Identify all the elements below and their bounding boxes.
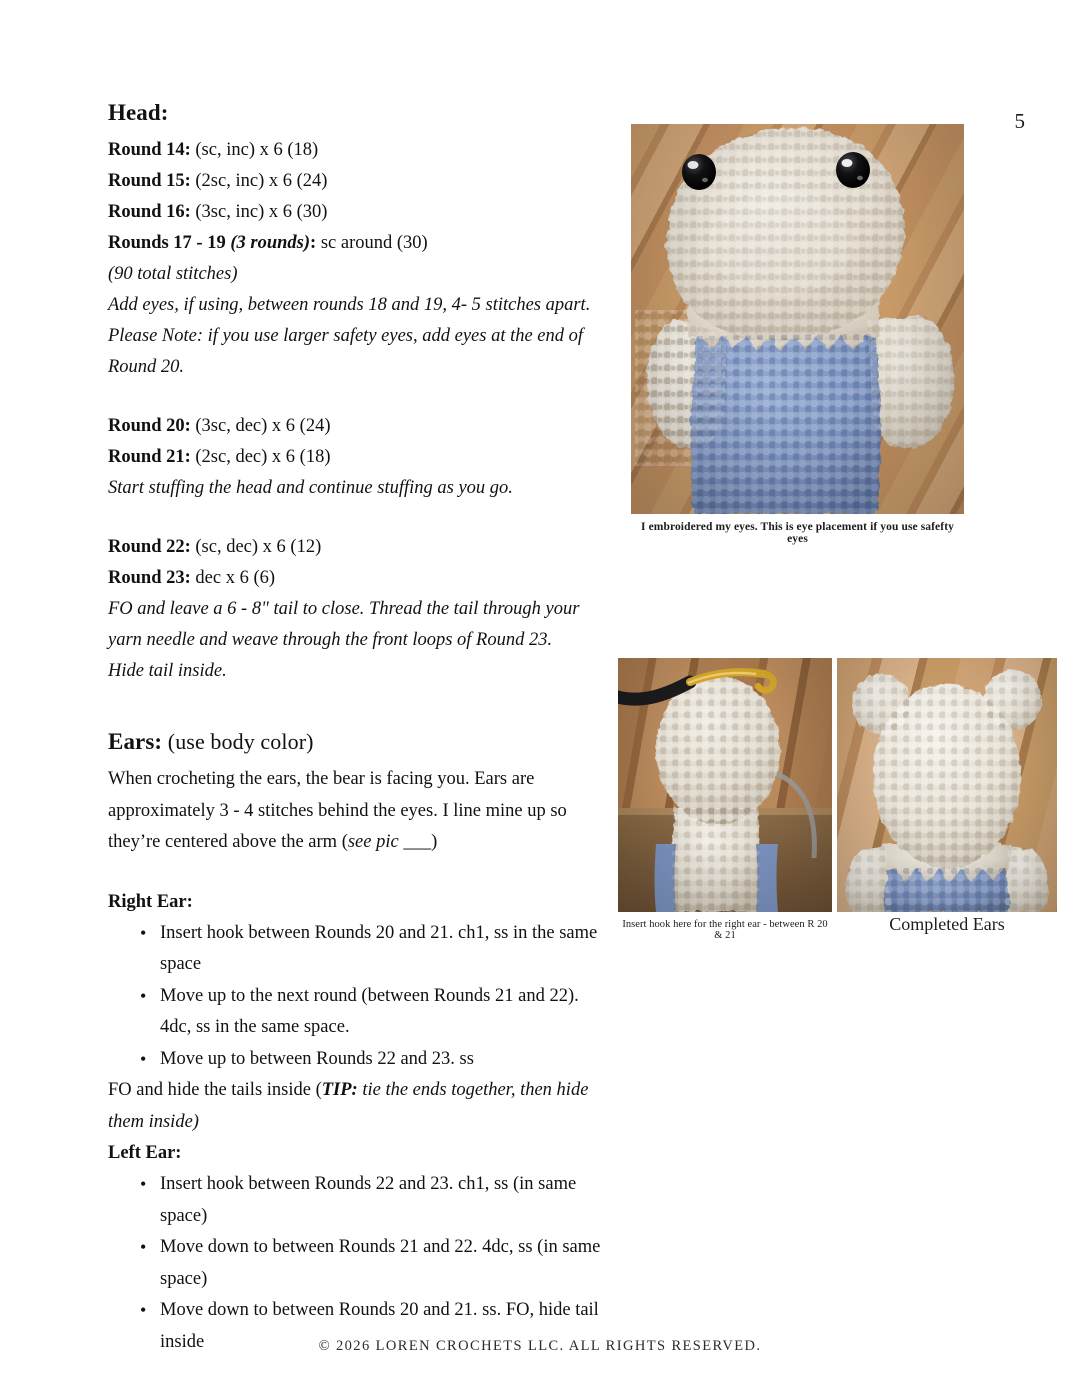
photo-completed-ears [837, 658, 1057, 912]
round-line [108, 411, 608, 442]
round-text: (3sc, dec) x 6 (24) [195, 416, 331, 436]
finish-note-line-3: Hide tail inside. [108, 661, 227, 681]
round-text: dec x 6 (6) [195, 568, 276, 588]
ears-intro-line-1: When crocheting the ears, the bear is facing you. Ears are [108, 769, 535, 789]
spacer [108, 383, 608, 411]
round-line [108, 166, 608, 197]
ears-title-normal: (use body color) [162, 729, 314, 754]
photo-scene [631, 124, 964, 514]
ears-intro-line-3 [108, 827, 608, 859]
eye-placement-note-line-2: Please Note: if you use larger safety eyes, add eyes at the end of [108, 326, 584, 346]
fo-note-pre: FO and hide the tails inside ( [108, 1080, 322, 1100]
copyright-footer: © 2026 LOREN CROCHETS LLC. ALL RIGHTS RESERVED. [318, 1338, 762, 1354]
eye-placement-note-line-1: Add eyes, if using, between rounds 18 and 19, 4- 5 stitches apart. [108, 295, 591, 315]
round-label: Round 16: [108, 202, 191, 222]
photo-scene [837, 658, 1057, 912]
page-number: 5 [1014, 109, 1025, 133]
list-item: • Move down to between Rounds 20 and 21. ss. FO, hide tail inside [138, 1295, 608, 1358]
right-ear-heading: Right Ear: [108, 891, 193, 912]
rounds-range-colon: : [310, 233, 317, 253]
ears-section-title [108, 729, 608, 755]
ears-intro-pre: they’re centered above the arm ( [108, 832, 348, 852]
head-section-title: Head: [108, 100, 169, 125]
tip-text: tie the ends together, then hide them inside [108, 1080, 589, 1132]
ears-title-bold: Ears: [108, 729, 163, 754]
spacer [108, 504, 608, 532]
rounds-range-text: sc around (30) [320, 233, 428, 253]
photo-bear-front [631, 124, 964, 514]
photo-caption-bottom-left: Insert hook here for the right ear - between R 20 & 21 [622, 919, 828, 941]
left-ear-heading: Left Ear: [108, 1143, 182, 1163]
round-text: (2sc, dec) x 6 (18) [195, 447, 331, 467]
eye-placement-note-line-3: Round 20. [108, 357, 185, 377]
tip-label: TIP: [321, 1080, 358, 1100]
see-pic-reference: see pic ___ [347, 832, 432, 852]
right-ear-bullet-list [108, 918, 608, 1076]
photo-hook-insertion [618, 658, 832, 912]
round-label: Round 15: [108, 171, 191, 191]
list-item: • Insert hook between Rounds 22 and 23. ch1, ss (in same space) [138, 1169, 608, 1232]
list-item: • Move up to between Rounds 22 and 23. ss [138, 1044, 608, 1076]
photo-vignette [837, 658, 1057, 912]
round-label: Round 20: [108, 416, 191, 436]
stuffing-note: Start stuffing the head and continue stuffing as you go. [108, 478, 513, 498]
ears-intro-post: ) [431, 832, 438, 852]
ears-intro-line-2: approximately 3 - 4 stitches behind the eyes. I line mine up so [108, 800, 567, 821]
pattern-text-column [108, 100, 608, 1358]
round-text: (2sc, inc) x 6 (24) [195, 171, 328, 191]
round-text: (sc, inc) x 6 (18) [195, 140, 319, 160]
left-ear-bullet-list [108, 1169, 608, 1358]
photo-caption-main: I embroidered my eyes. This is eye placement if you use safefty eyes [641, 521, 954, 545]
round-label: Round 14: [108, 140, 191, 160]
round-line [108, 197, 608, 228]
round-label: Round 23: [108, 568, 191, 588]
spacer [108, 687, 608, 729]
finish-note-line-1: FO and leave a 6 - 8" tail to close. Thread the tail through your [108, 599, 580, 619]
round-line [108, 135, 608, 166]
round-line [108, 532, 608, 563]
rounds-range-label: Rounds 17 - 19 [108, 233, 231, 253]
list-item: • Move down to between Rounds 21 and 22. 4dc, ss (in same space) [138, 1232, 608, 1295]
photo-vignette [618, 658, 832, 912]
list-item: • Insert hook between Rounds 20 and 21. ch1, ss in the same space [138, 918, 608, 981]
total-stitches-note: (90 total stitches) [108, 264, 238, 284]
photo-caption-bottom-right: Completed Ears [889, 914, 1005, 934]
rounds-range-qualifier: (3 rounds) [230, 233, 311, 253]
spacer [108, 859, 608, 887]
round-label: Round 22: [108, 537, 191, 557]
round-line [108, 563, 608, 594]
photo-vignette [631, 124, 964, 514]
rounds-17-19-line [108, 228, 608, 259]
round-line [108, 442, 608, 473]
round-text: (3sc, inc) x 6 (30) [195, 202, 328, 222]
right-ear-fo-note [108, 1075, 608, 1138]
round-text: (sc, dec) x 6 (12) [195, 537, 322, 557]
finish-note-line-2: yarn needle and weave through the front loops of Round 23. [108, 630, 553, 650]
fo-note-post: ) [192, 1111, 199, 1132]
photo-scene [618, 658, 832, 912]
round-label: Round 21: [108, 447, 191, 467]
list-item: • Move up to the next round (between Rounds 21 and 22). 4dc, ss in the same space. [138, 981, 608, 1044]
